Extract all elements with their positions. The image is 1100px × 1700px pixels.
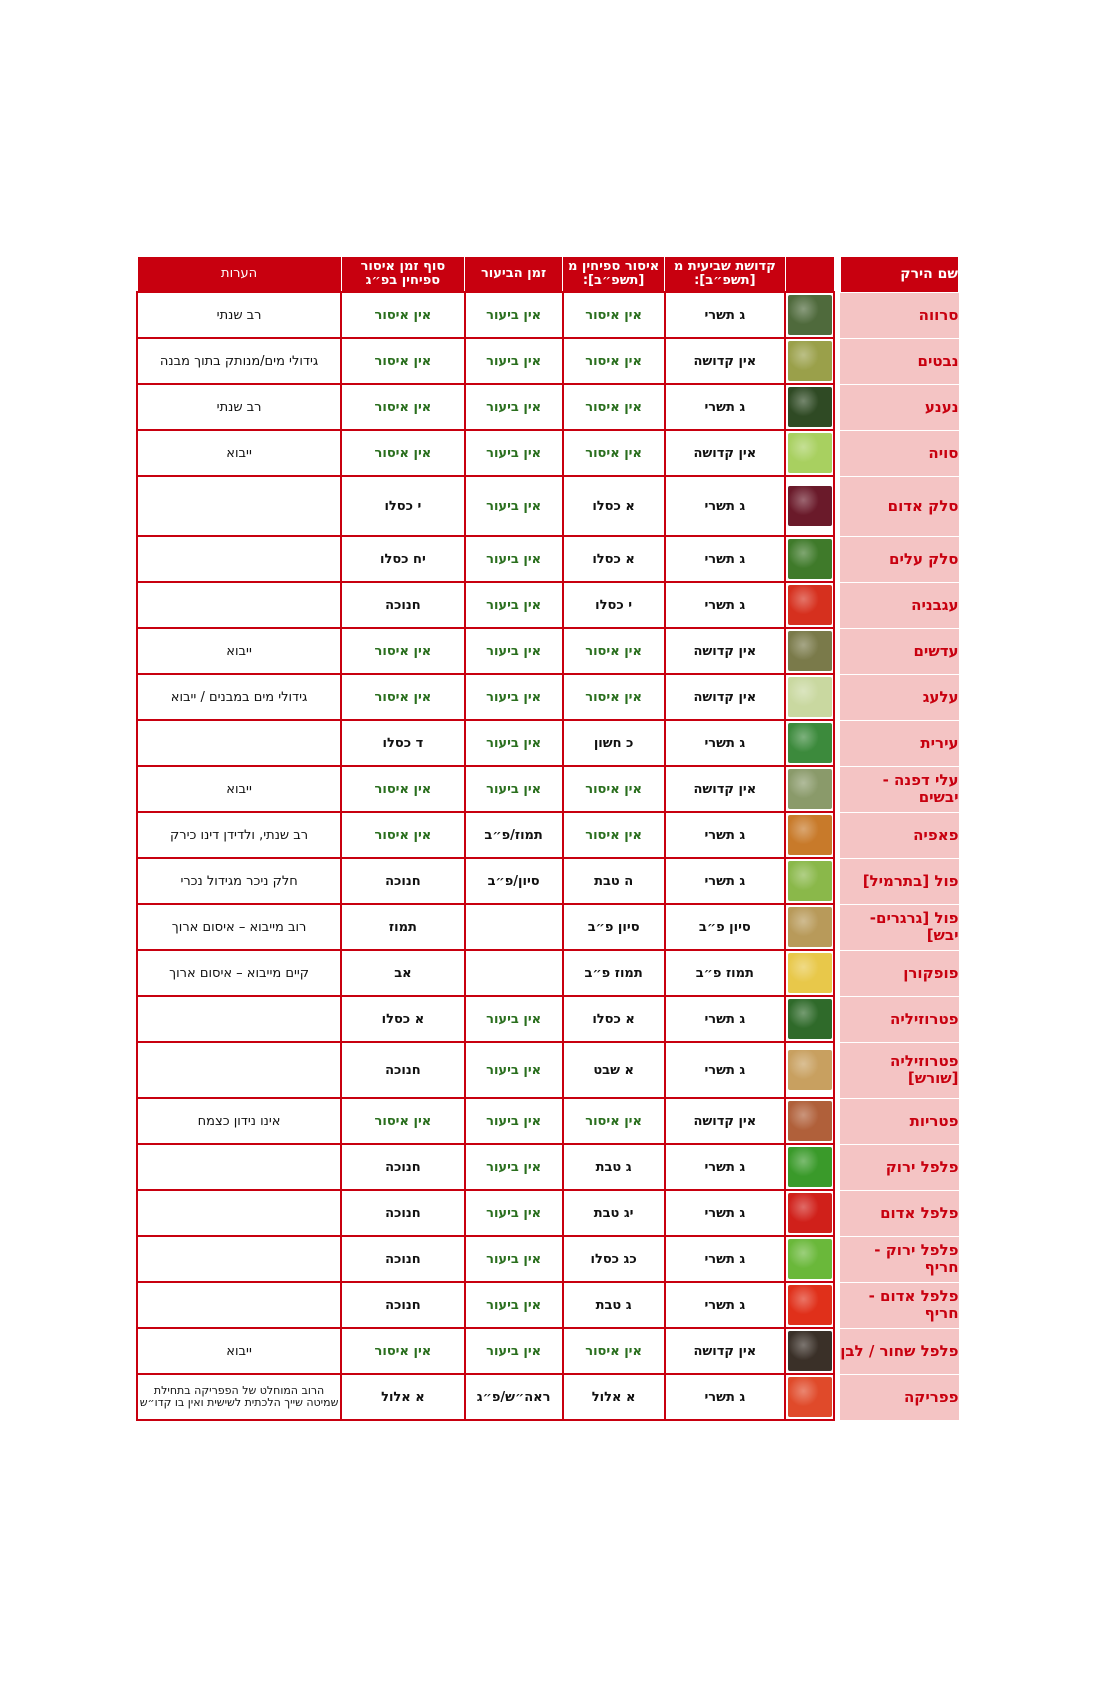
isur-sfichin-cell: כ חשון (563, 720, 665, 766)
biur-cell: אין ביעור (465, 384, 563, 430)
row-gap (834, 674, 840, 720)
kedusha-cell: ג תשרי (665, 1374, 785, 1420)
isur-sfichin-cell: תמוז פ״ב (563, 950, 665, 996)
isur-sfichin-cell: אין איסור (563, 628, 665, 674)
isur-sfichin-cell: סיון פ״ב (563, 904, 665, 950)
kedusha-cell: אין קדושה (665, 674, 785, 720)
vegetable-photo (788, 1285, 832, 1325)
sof-isur-cell: אין איסור (341, 628, 464, 674)
vegetable-photo (788, 723, 832, 763)
kedusha-cell: ג תשרי (665, 384, 785, 430)
vegetable-name: סלק אדום (840, 476, 958, 536)
sof-isur-cell: אין איסור (341, 292, 464, 338)
vegetable-name: פלפל אדום - חריף (840, 1282, 958, 1328)
notes-cell (137, 1190, 341, 1236)
row-gap (834, 858, 840, 904)
header-biur: זמן הביעור (465, 257, 563, 293)
sof-isur-cell: חנוכה (341, 1144, 464, 1190)
table-row (137, 720, 959, 766)
notes-cell (137, 720, 341, 766)
sof-isur-cell: חנוכה (341, 582, 464, 628)
vegetable-image-cell (785, 536, 834, 582)
sof-isur-cell: אין איסור (341, 674, 464, 720)
sof-isur-cell: אב (341, 950, 464, 996)
sof-isur-cell: חנוכה (341, 1190, 464, 1236)
table-row (137, 536, 959, 582)
isur-sfichin-cell: אין איסור (563, 338, 665, 384)
table-row (137, 1282, 959, 1328)
vegetable-name: פלפל אדום (840, 1190, 958, 1236)
kedusha-cell: סיון פ״ב (665, 904, 785, 950)
notes-cell (137, 1236, 341, 1282)
vegetable-photo (788, 631, 832, 671)
kedusha-cell: ג תשרי (665, 536, 785, 582)
vegetable-image-cell (785, 1190, 834, 1236)
row-gap (834, 582, 840, 628)
biur-cell: אין ביעור (465, 996, 563, 1042)
vegetable-photo (788, 1239, 832, 1279)
biur-cell: סיון/פ״ב (465, 858, 563, 904)
notes-cell (137, 476, 341, 536)
header-kedusha: קדושת שביעית מ [תשפ״ב]: (665, 257, 785, 293)
vegetable-image-cell (785, 766, 834, 812)
vegetable-name: עלי דפנה - יבשים (840, 766, 958, 812)
sof-isur-cell: אין איסור (341, 338, 464, 384)
vegetable-photo (788, 486, 832, 526)
vegetable-name: פול [גרגרים- יבש] (840, 904, 958, 950)
table-row (137, 996, 959, 1042)
notes-cell (137, 1282, 341, 1328)
notes-cell (137, 536, 341, 582)
vegetable-image-cell (785, 858, 834, 904)
vegetable-name: עדשים (840, 628, 958, 674)
biur-cell (465, 950, 563, 996)
isur-sfichin-cell: אין איסור (563, 674, 665, 720)
table-row (137, 430, 959, 476)
kedusha-cell: ג תשרי (665, 1236, 785, 1282)
row-gap (834, 338, 840, 384)
table-row (137, 904, 959, 950)
table-row (137, 1042, 959, 1098)
kedusha-cell: אין קדושה (665, 338, 785, 384)
sof-isur-cell: א אלול (341, 1374, 464, 1420)
vegetable-name: סרווה (840, 292, 958, 338)
vegetable-photo (788, 1050, 832, 1090)
notes-cell: הרוב המוחלט של הפפריקה בתחילת שמיטה שייך הלכתית לשישית ואין בו קדו״ש (137, 1374, 341, 1420)
vegetable-photo (788, 1147, 832, 1187)
table-row (137, 384, 959, 430)
table-row (137, 1098, 959, 1144)
table-row (137, 674, 959, 720)
vegetable-photo (788, 907, 832, 947)
biur-cell: אין ביעור (465, 476, 563, 536)
sof-isur-cell: יח כסלו (341, 536, 464, 582)
isur-sfichin-cell: כג כסלו (563, 1236, 665, 1282)
vegetable-image-cell (785, 996, 834, 1042)
vegetable-photo (788, 677, 832, 717)
vegetable-name: פלפל ירוק - חריף (840, 1236, 958, 1282)
vegetable-photo (788, 539, 832, 579)
notes-cell: ייבוא (137, 1328, 341, 1374)
table-row (137, 292, 959, 338)
vegetable-name: סויה (840, 430, 958, 476)
isur-sfichin-cell: א שבט (563, 1042, 665, 1098)
vegetable-photo (788, 387, 832, 427)
isur-sfichin-cell: אין איסור (563, 1098, 665, 1144)
vegetable-name: פטריות (840, 1098, 958, 1144)
vegetable-photo (788, 1331, 832, 1371)
isur-sfichin-cell: ג טבת (563, 1144, 665, 1190)
row-gap (834, 1236, 840, 1282)
sof-isur-cell: י כסלו (341, 476, 464, 536)
header-notes: הערות (137, 257, 341, 293)
row-gap (834, 476, 840, 536)
vegetable-image-cell (785, 1328, 834, 1374)
vegetable-name: עגבניה (840, 582, 958, 628)
row-gap (834, 536, 840, 582)
biur-cell: אין ביעור (465, 1144, 563, 1190)
notes-cell: ייבוא (137, 766, 341, 812)
row-gap (834, 996, 840, 1042)
row-gap (834, 1190, 840, 1236)
sof-isur-cell: א כסלו (341, 996, 464, 1042)
row-gap (834, 812, 840, 858)
kedusha-cell: תמוז פ״ב (665, 950, 785, 996)
notes-cell: קיים מייבוא – איסום ארוך (137, 950, 341, 996)
notes-cell (137, 996, 341, 1042)
row-gap (834, 1282, 840, 1328)
vegetable-photo (788, 815, 832, 855)
row-gap (834, 430, 840, 476)
biur-cell: אין ביעור (465, 674, 563, 720)
isur-sfichin-cell: אין איסור (563, 430, 665, 476)
notes-cell: חלק ניכר מגידול נכרי (137, 858, 341, 904)
vegetable-photo (788, 953, 832, 993)
notes-cell (137, 1042, 341, 1098)
isur-sfichin-cell: אין איסור (563, 1328, 665, 1374)
kedusha-cell: ג תשרי (665, 812, 785, 858)
header-gap (834, 257, 840, 293)
notes-cell: רב שנתי (137, 292, 341, 338)
header-name: שם הירק (840, 257, 958, 293)
table-row (137, 1374, 959, 1420)
vegetable-photo (788, 999, 832, 1039)
kedusha-cell: ג תשרי (665, 1282, 785, 1328)
kedusha-cell: ג תשרי (665, 1190, 785, 1236)
vegetable-image-cell (785, 628, 834, 674)
notes-cell: גידולי מים במבנים / ייבוא (137, 674, 341, 720)
vegetable-photo (788, 769, 832, 809)
vegetable-photo (788, 433, 832, 473)
vegetable-photo (788, 1377, 832, 1417)
vegetable-photo (788, 1101, 832, 1141)
sof-isur-cell: אין איסור (341, 766, 464, 812)
vegetable-image-cell (785, 338, 834, 384)
biur-cell: אין ביעור (465, 1098, 563, 1144)
isur-sfichin-cell: ה טבת (563, 858, 665, 904)
biur-cell: אין ביעור (465, 1282, 563, 1328)
header-image (785, 257, 834, 293)
sof-isur-cell: חנוכה (341, 858, 464, 904)
table-row (137, 1190, 959, 1236)
sof-isur-cell: אין איסור (341, 430, 464, 476)
sof-isur-cell: חנוכה (341, 1282, 464, 1328)
notes-cell: רב שנתי (137, 384, 341, 430)
isur-sfichin-cell: א כסלו (563, 476, 665, 536)
vegetable-image-cell (785, 1374, 834, 1420)
vegetable-image-cell (785, 1282, 834, 1328)
vegetable-image-cell (785, 812, 834, 858)
vegetable-name: עירית (840, 720, 958, 766)
vegetable-photo (788, 341, 832, 381)
notes-cell (137, 1144, 341, 1190)
biur-cell: אין ביעור (465, 766, 563, 812)
notes-cell: רב שנתי, ולדידן דינו כירק (137, 812, 341, 858)
vegetable-name: סלק עלים (840, 536, 958, 582)
row-gap (834, 1144, 840, 1190)
vegetable-image-cell (785, 384, 834, 430)
table-row (137, 338, 959, 384)
biur-cell: ראה״ש/פ״ג (465, 1374, 563, 1420)
biur-cell: אין ביעור (465, 338, 563, 384)
vegetable-photo (788, 1193, 832, 1233)
notes-cell: ייבוא (137, 430, 341, 476)
vegetable-image-cell (785, 1236, 834, 1282)
biur-cell: אין ביעור (465, 1042, 563, 1098)
vegetable-image-cell (785, 476, 834, 536)
vegetable-image-cell (785, 430, 834, 476)
vegetable-photo (788, 861, 832, 901)
kedusha-cell: ג תשרי (665, 582, 785, 628)
isur-sfichin-cell: אין איסור (563, 384, 665, 430)
isur-sfichin-cell: אין איסור (563, 812, 665, 858)
row-gap (834, 1042, 840, 1098)
kedusha-cell: אין קדושה (665, 1328, 785, 1374)
table-row (137, 950, 959, 996)
kedusha-cell: ג תשרי (665, 1042, 785, 1098)
notes-cell: ייבוא (137, 628, 341, 674)
vegetable-name: פאפיה (840, 812, 958, 858)
table-header-row (137, 257, 959, 293)
row-gap (834, 628, 840, 674)
isur-sfichin-cell: א אלול (563, 1374, 665, 1420)
table-row (137, 1328, 959, 1374)
table-row (137, 766, 959, 812)
vegetable-photo (788, 585, 832, 625)
isur-sfichin-cell: י כסלו (563, 582, 665, 628)
notes-cell: אינו נידון כצמח (137, 1098, 341, 1144)
row-gap (834, 904, 840, 950)
vegetable-name: נבטים (840, 338, 958, 384)
row-gap (834, 766, 840, 812)
row-gap (834, 384, 840, 430)
biur-cell (465, 904, 563, 950)
kedusha-cell: אין קדושה (665, 628, 785, 674)
vegetable-image-cell (785, 904, 834, 950)
row-gap (834, 1328, 840, 1374)
vegetable-name: עלעג (840, 674, 958, 720)
header-sof-isur: סוף זמן איסור ספיחין בפ״ג (341, 257, 464, 293)
kedusha-cell: ג תשרי (665, 720, 785, 766)
sof-isur-cell: אין איסור (341, 384, 464, 430)
vegetable-image-cell (785, 1098, 834, 1144)
vegetable-image-cell (785, 720, 834, 766)
notes-cell (137, 582, 341, 628)
notes-cell: גידולי מים/מנותק בתוך מבנה (137, 338, 341, 384)
kedusha-cell: אין קדושה (665, 766, 785, 812)
sof-isur-cell: תמוז (341, 904, 464, 950)
vegetable-name: פופקורן (840, 950, 958, 996)
row-gap (834, 720, 840, 766)
vegetable-image-cell (785, 950, 834, 996)
vegetable-image-cell (785, 582, 834, 628)
kedusha-cell: ג תשרי (665, 292, 785, 338)
kedusha-cell: אין קדושה (665, 1098, 785, 1144)
kedusha-cell: ג תשרי (665, 858, 785, 904)
biur-cell: אין ביעור (465, 292, 563, 338)
row-gap (834, 950, 840, 996)
vegetable-name: פלפל ירוק (840, 1144, 958, 1190)
biur-cell: תמוז/פ״ב (465, 812, 563, 858)
sof-isur-cell: ד כסלו (341, 720, 464, 766)
isur-sfichin-cell: א כסלו (563, 996, 665, 1042)
kedusha-cell: ג תשרי (665, 476, 785, 536)
row-gap (834, 1374, 840, 1420)
kedusha-cell: אין קדושה (665, 430, 785, 476)
isur-sfichin-cell: ג טבת (563, 1282, 665, 1328)
table-row (137, 812, 959, 858)
vegetable-image-cell (785, 1042, 834, 1098)
notes-cell: רוב מייבוא – איסום ארוך (137, 904, 341, 950)
sof-isur-cell: חנוכה (341, 1236, 464, 1282)
biur-cell: אין ביעור (465, 582, 563, 628)
sof-isur-cell: אין איסור (341, 812, 464, 858)
table-row (137, 628, 959, 674)
isur-sfichin-cell: יג טבת (563, 1190, 665, 1236)
vegetable-name: פטרוזיליה [שורש] (840, 1042, 958, 1098)
table-row (137, 582, 959, 628)
vegetable-name: נענע (840, 384, 958, 430)
row-gap (834, 292, 840, 338)
biur-cell: אין ביעור (465, 430, 563, 476)
vegetable-image-cell (785, 1144, 834, 1190)
header-isur-sfichin: איסור ספיחין מ [תשפ״ב]: (563, 257, 665, 293)
sof-isur-cell: אין איסור (341, 1098, 464, 1144)
vegetable-name: פפריקה (840, 1374, 958, 1420)
row-gap (834, 1098, 840, 1144)
vegetable-name: פול [בתרמיל] (840, 858, 958, 904)
table-row (137, 1236, 959, 1282)
isur-sfichin-cell: אין איסור (563, 766, 665, 812)
vegetable-name: פלפל שחור / לבן (840, 1328, 958, 1374)
sof-isur-cell: אין איסור (341, 1328, 464, 1374)
biur-cell: אין ביעור (465, 1328, 563, 1374)
table-row (137, 1144, 959, 1190)
table-row (137, 858, 959, 904)
biur-cell: אין ביעור (465, 536, 563, 582)
sof-isur-cell: חנוכה (341, 1042, 464, 1098)
biur-cell: אין ביעור (465, 1236, 563, 1282)
biur-cell: אין ביעור (465, 1190, 563, 1236)
biur-cell: אין ביעור (465, 628, 563, 674)
table-row (137, 476, 959, 536)
isur-sfichin-cell: א כסלו (563, 536, 665, 582)
vegetable-image-cell (785, 292, 834, 338)
vegetables-table (136, 256, 959, 1421)
vegetable-name: פטרוזיליה (840, 996, 958, 1042)
isur-sfichin-cell: אין איסור (563, 292, 665, 338)
kedusha-cell: ג תשרי (665, 996, 785, 1042)
vegetable-photo (788, 295, 832, 335)
vegetable-image-cell (785, 674, 834, 720)
biur-cell: אין ביעור (465, 720, 563, 766)
kedusha-cell: ג תשרי (665, 1144, 785, 1190)
